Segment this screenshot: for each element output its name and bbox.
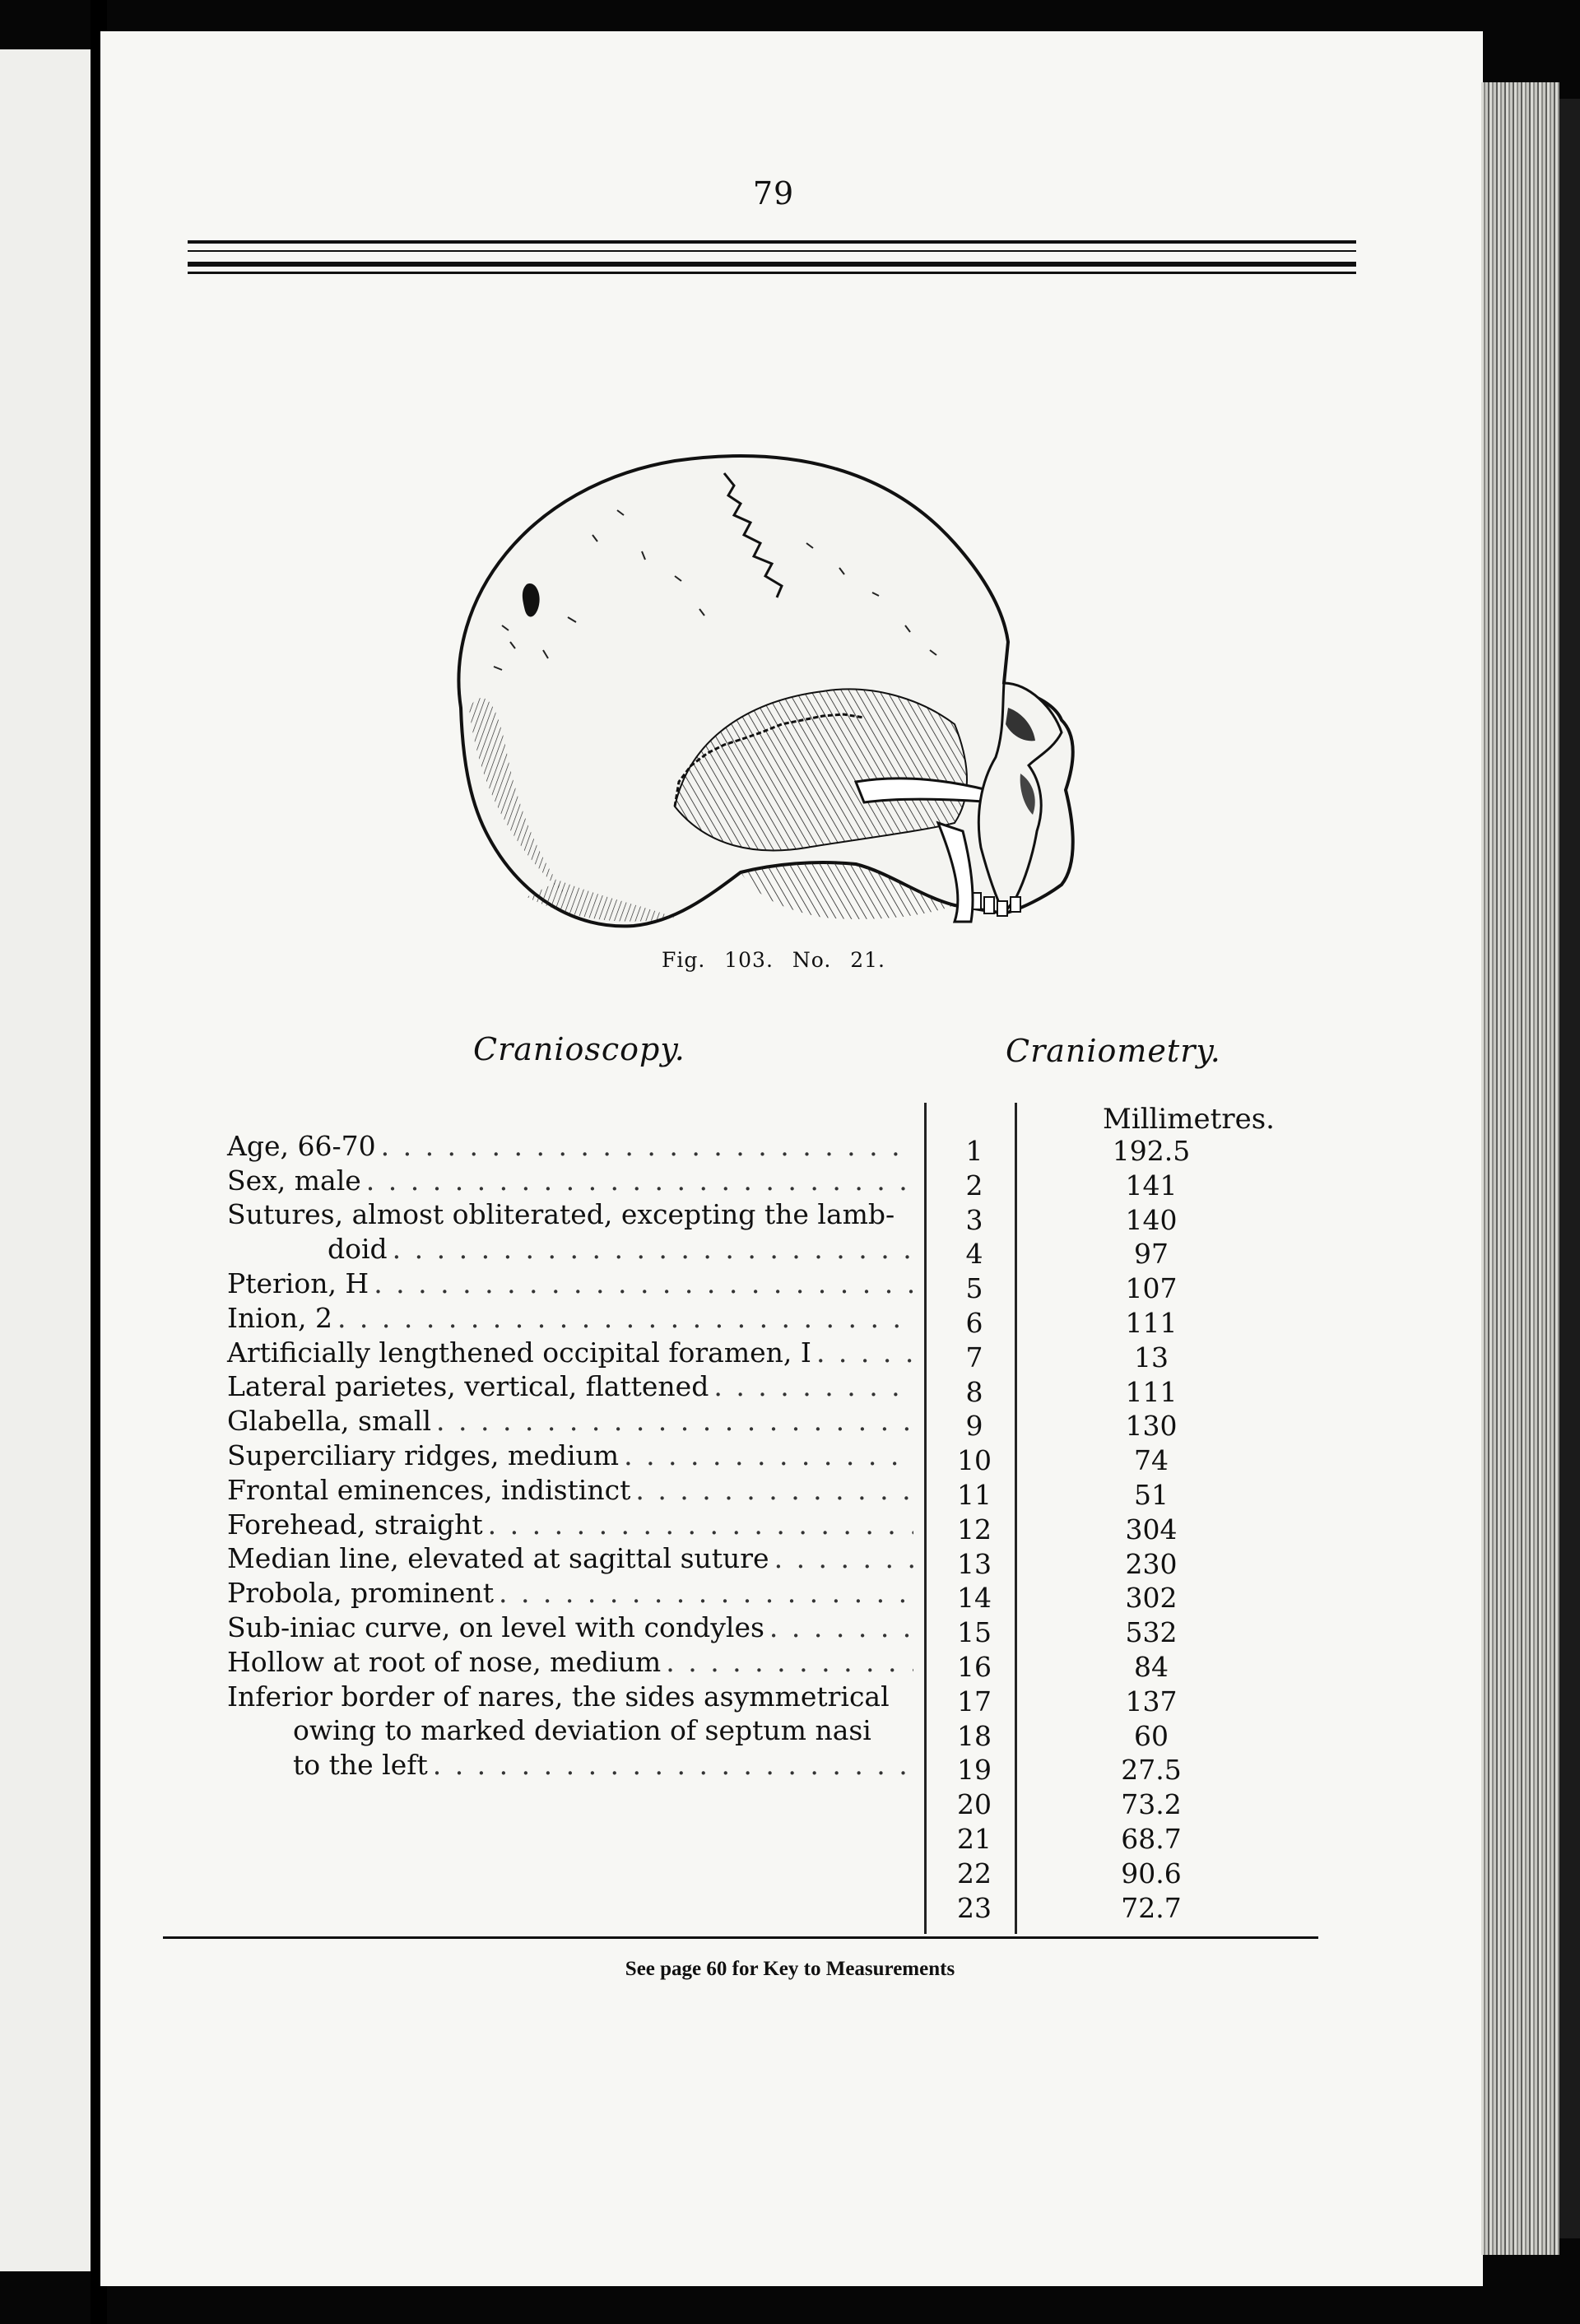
measurement-row bbox=[938, 1547, 1284, 1582]
cranioscopy-text: Pterion, H bbox=[227, 1267, 369, 1299]
measurement-value: 532 bbox=[1125, 1616, 1178, 1649]
dot-leader bbox=[635, 1475, 913, 1506]
measurement-value: 111 bbox=[1125, 1375, 1178, 1408]
measurement-index: 17 bbox=[957, 1685, 992, 1717]
measurement-row bbox=[938, 1615, 1284, 1650]
measurement-row bbox=[938, 1341, 1284, 1375]
dot-leader bbox=[769, 1612, 913, 1643]
footer-note: See page 60 for Key to Measurements bbox=[625, 1958, 955, 1980]
cranioscopy-text: Inion, 2 bbox=[227, 1301, 332, 1334]
dot-leader bbox=[816, 1337, 913, 1369]
measurement-index: 23 bbox=[957, 1891, 992, 1924]
measurement-index: 12 bbox=[957, 1513, 992, 1545]
measurement-index: 5 bbox=[965, 1272, 983, 1305]
page-stack-shadow bbox=[1559, 99, 1580, 2238]
cranioscopy-text: Glabella, small bbox=[227, 1405, 432, 1438]
cranioscopy-item bbox=[227, 1746, 918, 1781]
cranioscopy-text: Sex, male bbox=[227, 1164, 361, 1197]
measurement-index: 9 bbox=[965, 1410, 983, 1443]
measurement-value: 84 bbox=[1134, 1650, 1169, 1683]
measurement-index: 21 bbox=[957, 1822, 992, 1855]
dot-leader bbox=[374, 1268, 913, 1299]
measurement-index: 20 bbox=[957, 1788, 992, 1821]
measurement-row bbox=[938, 1409, 1284, 1443]
skull-drawing bbox=[428, 436, 1086, 938]
header-rule bbox=[188, 262, 1356, 267]
measurement-value: 74 bbox=[1134, 1444, 1169, 1477]
dot-leader bbox=[381, 1131, 913, 1162]
cranioscopy-heading: Cranioscopy. bbox=[473, 1031, 685, 1067]
cranioscopy-item bbox=[227, 1197, 918, 1231]
unit-label: Millimetres. bbox=[1103, 1103, 1275, 1136]
dot-leader bbox=[499, 1578, 913, 1609]
measurement-row bbox=[938, 1478, 1284, 1513]
cranioscopy-text: Sutures, almost obliterated, excepting the lamb- bbox=[227, 1198, 895, 1231]
measurement-value: 230 bbox=[1125, 1547, 1178, 1580]
cranioscopy-item bbox=[227, 1678, 918, 1713]
measurement-index: 11 bbox=[957, 1478, 992, 1511]
measurement-value: 111 bbox=[1125, 1306, 1178, 1339]
adjacent-page-edge bbox=[0, 49, 95, 2271]
measurement-row bbox=[938, 1443, 1284, 1478]
cranioscopy-text: Frontal eminences, indistinct bbox=[227, 1473, 631, 1506]
cranioscopy-item bbox=[227, 1574, 918, 1609]
measurement-value: 90.6 bbox=[1121, 1857, 1182, 1889]
dot-leader bbox=[433, 1750, 913, 1781]
cranioscopy-item bbox=[227, 1541, 918, 1575]
measurement-value: 72.7 bbox=[1121, 1891, 1182, 1924]
measurement-index: 6 bbox=[965, 1306, 983, 1339]
measurement-value: 73.2 bbox=[1121, 1788, 1182, 1821]
measurement-row bbox=[938, 1375, 1284, 1410]
cranioscopy-text: Median line, elevated at sagittal suture bbox=[227, 1542, 769, 1575]
measurement-value: 141 bbox=[1125, 1169, 1178, 1202]
cranioscopy-text: Artificially lengthened occipital foramen, I bbox=[227, 1336, 811, 1369]
cranioscopy-text: Superciliary ridges, medium bbox=[227, 1439, 620, 1471]
dot-leader bbox=[624, 1440, 913, 1471]
measurement-row bbox=[938, 1581, 1284, 1615]
cranioscopy-item bbox=[227, 1265, 918, 1299]
measurement-row bbox=[938, 1134, 1284, 1169]
cranioscopy-item bbox=[227, 1437, 918, 1471]
header-rule bbox=[188, 250, 1356, 252]
measurement-index: 13 bbox=[957, 1547, 992, 1580]
column-divider bbox=[924, 1103, 927, 1934]
measurement-value: 13 bbox=[1134, 1341, 1169, 1373]
cranioscopy-item bbox=[227, 1369, 918, 1403]
measurement-value: 27.5 bbox=[1121, 1754, 1182, 1787]
cranioscopy-text: Hollow at root of nose, medium bbox=[227, 1645, 662, 1678]
measurement-index: 1 bbox=[965, 1135, 983, 1167]
measurement-index: 7 bbox=[965, 1341, 983, 1373]
dot-leader bbox=[488, 1509, 913, 1541]
cranioscopy-item bbox=[227, 1334, 918, 1369]
measurement-index: 15 bbox=[957, 1616, 992, 1649]
dot-leader bbox=[393, 1234, 913, 1265]
measurement-row bbox=[938, 1753, 1284, 1787]
measurement-index: 19 bbox=[957, 1754, 992, 1787]
measurement-row bbox=[938, 1787, 1284, 1822]
measurement-index: 14 bbox=[957, 1582, 992, 1615]
cranioscopy-item bbox=[227, 1471, 918, 1506]
cranioscopy-text: Inferior border of nares, the sides asymmetrical bbox=[227, 1680, 890, 1713]
measurement-index: 10 bbox=[957, 1444, 992, 1477]
dot-leader bbox=[366, 1165, 913, 1197]
measurement-value: 68.7 bbox=[1121, 1822, 1182, 1855]
measurement-value: 137 bbox=[1125, 1685, 1178, 1717]
header-rule bbox=[188, 240, 1356, 244]
dot-leader bbox=[666, 1647, 913, 1678]
measurement-value: 97 bbox=[1134, 1238, 1169, 1271]
measurement-value: 192.5 bbox=[1112, 1135, 1191, 1167]
measurement-row bbox=[938, 1306, 1284, 1341]
measurement-value: 107 bbox=[1125, 1272, 1178, 1305]
cranioscopy-item bbox=[227, 1643, 918, 1678]
measurement-value: 60 bbox=[1134, 1719, 1169, 1752]
cranioscopy-text: Forehead, straight bbox=[227, 1508, 483, 1541]
header-rule bbox=[188, 272, 1356, 274]
measurement-row bbox=[938, 1719, 1284, 1754]
measurement-row bbox=[938, 1203, 1284, 1238]
cranioscopy-text: doid bbox=[328, 1233, 388, 1266]
measurement-index: 22 bbox=[957, 1857, 992, 1889]
cranioscopy-text: Age, 66-70 bbox=[227, 1129, 376, 1162]
measurement-row bbox=[938, 1891, 1284, 1926]
measurement-row bbox=[938, 1237, 1284, 1271]
measurement-value: 304 bbox=[1125, 1513, 1178, 1545]
measurement-row bbox=[938, 1685, 1284, 1719]
measurement-index: 2 bbox=[965, 1169, 983, 1202]
cranioscopy-item bbox=[227, 1402, 918, 1437]
skull-illustration bbox=[428, 436, 1086, 938]
page-number: 79 bbox=[752, 175, 795, 211]
dot-leader bbox=[337, 1303, 913, 1334]
measurement-value: 302 bbox=[1125, 1582, 1178, 1615]
figure-caption: Fig. 103. No. 21. bbox=[662, 948, 885, 972]
measurement-index: 3 bbox=[965, 1203, 983, 1236]
dot-leader bbox=[436, 1406, 913, 1437]
cranioscopy-text: Sub-iniac curve, on level with condyles bbox=[227, 1611, 764, 1643]
cranioscopy-text: owing to marked deviation of septum nasi bbox=[293, 1714, 871, 1747]
dot-leader bbox=[774, 1543, 913, 1574]
measurement-index: 16 bbox=[957, 1650, 992, 1683]
craniometry-table bbox=[938, 1134, 1284, 1925]
cranioscopy-text: Lateral parietes, vertical, flattened bbox=[227, 1370, 709, 1403]
cranioscopy-item bbox=[227, 1127, 918, 1162]
measurement-row bbox=[938, 1857, 1284, 1891]
measurement-value: 51 bbox=[1134, 1478, 1169, 1511]
measurement-value: 130 bbox=[1125, 1410, 1178, 1443]
dot-leader bbox=[713, 1371, 913, 1402]
measurement-row bbox=[938, 1650, 1284, 1685]
cranioscopy-item bbox=[227, 1230, 918, 1265]
cranioscopy-item bbox=[227, 1162, 918, 1197]
measurement-row bbox=[938, 1822, 1284, 1857]
measurement-row bbox=[938, 1271, 1284, 1306]
cranioscopy-item bbox=[227, 1299, 918, 1334]
measurement-value: 140 bbox=[1125, 1203, 1178, 1236]
measurement-index: 8 bbox=[965, 1375, 983, 1408]
measurement-row bbox=[938, 1169, 1284, 1203]
cranioscopy-text: Probola, prominent bbox=[227, 1577, 494, 1610]
cranioscopy-item bbox=[227, 1609, 918, 1643]
measurement-index: 4 bbox=[965, 1238, 983, 1271]
page-stack-edges bbox=[1481, 82, 1559, 2255]
measurement-row bbox=[938, 1513, 1284, 1547]
cranioscopy-list bbox=[227, 1127, 918, 1781]
measurement-index: 18 bbox=[957, 1719, 992, 1752]
cranioscopy-item bbox=[227, 1713, 918, 1747]
cranioscopy-item bbox=[227, 1506, 918, 1541]
cranioscopy-text: to the left bbox=[293, 1749, 428, 1782]
craniometry-heading: Craniometry. bbox=[1006, 1033, 1221, 1069]
footer-rule bbox=[163, 1936, 1318, 1939]
